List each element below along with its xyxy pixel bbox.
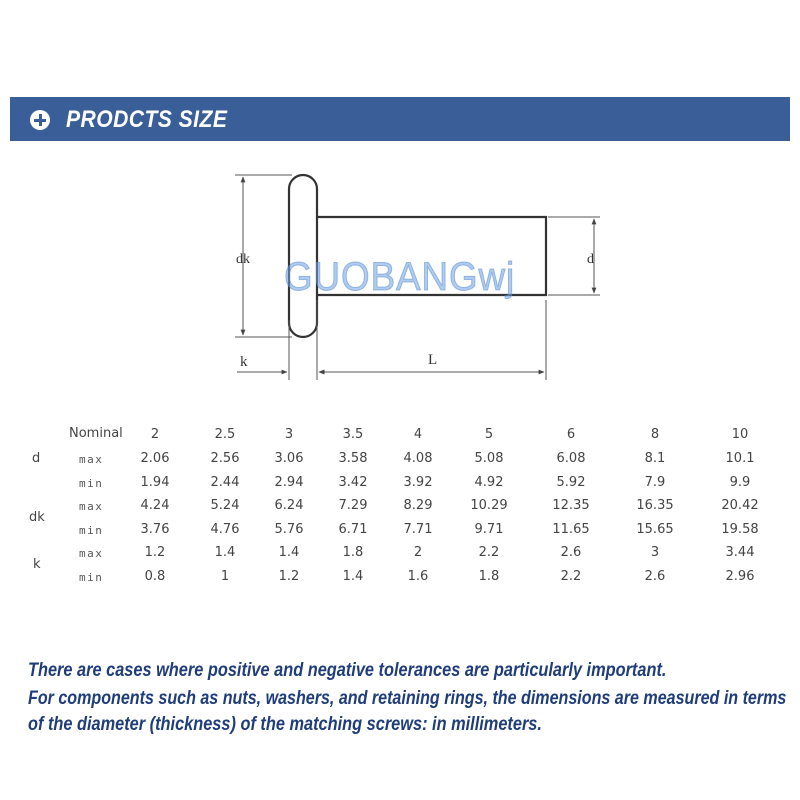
table-cell: 11.65 [552, 522, 590, 537]
table-cell: 7.71 [403, 522, 433, 537]
group-label-k: k [33, 557, 41, 572]
table-cell: 4.92 [474, 475, 504, 490]
table-cell: 3 [650, 545, 660, 560]
nominal-value: 3.5 [342, 427, 364, 442]
nominal-header: Nominal [69, 426, 123, 441]
nominal-value: 2.5 [214, 427, 236, 442]
table-cell: 8.29 [403, 498, 433, 513]
table-cell: 2.2 [478, 545, 500, 560]
dk-label: dk [236, 252, 250, 267]
row-label-min: min [79, 477, 104, 490]
table-cell: 1.4 [214, 545, 236, 560]
table-cell: 2.2 [560, 569, 582, 584]
table-cell: 6.71 [338, 522, 368, 537]
table-cell: 1.4 [342, 569, 364, 584]
table-cell: 2.44 [210, 475, 240, 490]
table-cell: 1 [220, 569, 230, 584]
table-cell: 1.4 [278, 545, 300, 560]
nominal-value: 4 [413, 427, 423, 442]
table-cell: 0.8 [144, 569, 166, 584]
table-cell: 3.44 [725, 545, 755, 560]
nominal-value: 6 [566, 427, 576, 442]
group-label-dk: dk [29, 510, 45, 525]
table-cell: 5.24 [210, 498, 240, 513]
table-cell: 16.35 [636, 498, 674, 513]
k-label: k [240, 354, 248, 370]
group-label-d: d [32, 451, 41, 466]
table-cell: 1.8 [342, 545, 364, 560]
table-cell: 9.9 [729, 475, 751, 490]
table-cell: 5.92 [556, 475, 586, 490]
table-cell: 20.42 [721, 498, 759, 513]
table-cell: 1.6 [407, 569, 429, 584]
nominal-value: 8 [650, 427, 660, 442]
row-label-min: min [79, 524, 104, 537]
table-cell: 3.92 [403, 475, 433, 490]
table-cell: 2.96 [725, 569, 755, 584]
L-label: L [428, 352, 438, 368]
table-cell: 3.06 [274, 451, 304, 466]
table-cell: 10.1 [725, 451, 755, 466]
nominal-value: 10 [731, 427, 749, 442]
d-label: d [587, 252, 594, 267]
table-cell: 12.35 [552, 498, 590, 513]
table-cell: 10.29 [470, 498, 508, 513]
table-cell: 4.08 [403, 451, 433, 466]
table-cell: 4.24 [140, 498, 170, 513]
plus-circle-icon [30, 110, 50, 130]
note-line-3: of the diameter (thickness) of the matching screws: in millimeters. [28, 714, 542, 735]
nominal-value: 3 [284, 427, 294, 442]
table-cell: 2.06 [140, 451, 170, 466]
table-cell: 2.6 [644, 569, 666, 584]
table-cell: 3.42 [338, 475, 368, 490]
table-cell: 6.08 [556, 451, 586, 466]
table-cell: 1.2 [144, 545, 166, 560]
table-cell: 4.76 [210, 522, 240, 537]
table-cell: 19.58 [721, 522, 759, 537]
table-cell: 5.76 [274, 522, 304, 537]
table-cell: 8.1 [644, 451, 666, 466]
table-cell: 1.94 [140, 475, 170, 490]
table-cell: 3.58 [338, 451, 368, 466]
table-cell: 3.76 [140, 522, 170, 537]
brand-watermark: GUOBANGwj [284, 255, 516, 299]
row-label-min: min [79, 571, 104, 584]
note-line-2: For components such as nuts, washers, and retaining rings, the dimensions are measured in terms [28, 688, 787, 709]
table-cell: 1.8 [478, 569, 500, 584]
table-cell: 6.24 [274, 498, 304, 513]
table-cell: 5.08 [474, 451, 504, 466]
nominal-value: 5 [484, 427, 494, 442]
table-cell: 2.94 [274, 475, 304, 490]
table-cell: 2.6 [560, 545, 582, 560]
row-label-max: max [79, 500, 104, 513]
nominal-value: 2 [150, 427, 160, 442]
table-cell: 2 [413, 545, 423, 560]
table-cell: 7.29 [338, 498, 368, 513]
table-cell: 2.56 [210, 451, 240, 466]
note-line-1: There are cases where positive and negative tolerances are particularly important. [28, 660, 667, 681]
section-title: PRODCTS SIZE [66, 106, 228, 133]
table-cell: 15.65 [636, 522, 674, 537]
row-label-max: max [79, 453, 104, 466]
table-cell: 9.71 [474, 522, 504, 537]
table-cell: 1.2 [278, 569, 300, 584]
table-cell: 7.9 [644, 475, 666, 490]
row-label-max: max [79, 547, 104, 560]
